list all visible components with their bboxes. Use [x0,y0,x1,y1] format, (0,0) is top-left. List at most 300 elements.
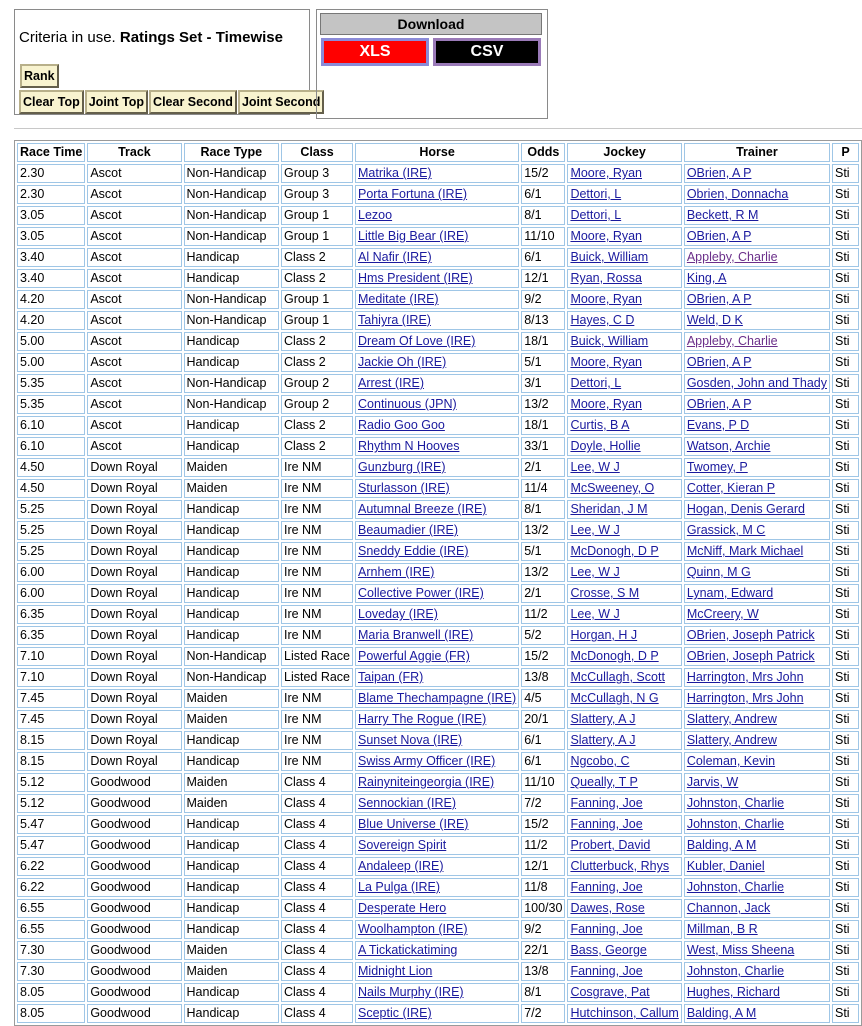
cell-p: Sti [832,626,859,645]
cell-jockey [567,164,681,183]
cell-odds: 7/2 [521,1004,565,1023]
trainer-link[interactable]: Slattery, Andrew [686,733,777,747]
trainer-link[interactable]: King, A [686,271,727,285]
cell-trainer [684,416,830,435]
cell-horse [355,164,519,183]
cell-track: Ascot [87,416,181,435]
cell-horse [355,1004,519,1023]
cell-class: Ire NM [281,584,353,603]
trainer-link[interactable]: Obrien, Donnacha [686,187,789,201]
column-header-p[interactable]: P [832,143,859,162]
table-row [17,836,859,855]
criteria-prefix: Criteria in use. [19,29,116,46]
download-title: Download [320,13,542,35]
cell-trainer [684,227,830,246]
trainer-link[interactable]: Johnston, Charlie [686,817,785,831]
jockey-link[interactable]: Dettori, L [570,187,622,201]
trainer-link[interactable]: Watson, Archie [686,439,771,453]
horse-link[interactable]: Al Nafir (IRE) [358,250,432,264]
cell-odds: 11/2 [521,836,565,855]
cell-p: Sti [832,437,859,456]
cell-p: Sti [832,647,859,666]
table-row [17,521,859,540]
column-header-race-type[interactable]: Race Type [184,143,279,162]
jockey-link[interactable]: Fanning, Joe [570,796,643,810]
trainer-link[interactable]: OBrien, A P [686,229,752,243]
jockey-link[interactable]: Slattery, A J [570,733,636,747]
jockey-link[interactable]: McDonogh, D P [570,649,659,663]
horse-link[interactable]: Maria Branwell (IRE) [358,628,474,642]
cell-track: Ascot [87,185,181,204]
cell-class: Class 4 [281,1004,353,1023]
cell-odds: 12/1 [521,857,565,876]
trainer-link[interactable]: Hughes, Richard [686,985,780,999]
cell-class: Class 4 [281,962,353,981]
column-header-horse[interactable]: Horse [355,143,519,162]
horse-link[interactable]: Radio Goo Goo [358,418,445,432]
trainer-link[interactable]: Evans, P D [686,418,750,432]
horse-link[interactable]: Lezoo [358,208,393,222]
jockey-link[interactable]: Cosgrave, Pat [570,985,650,999]
trainer-link[interactable]: OBrien, Joseph Patrick [686,649,815,663]
cell-race-type: Handicap [184,416,279,435]
cell-race-time: 4.20 [17,311,85,330]
jockey-link[interactable]: Lee, W J [570,607,620,621]
horse-link[interactable]: A Tickatickatiming [358,943,458,957]
cell-jockey [567,563,681,582]
cell-class: Group 2 [281,374,353,393]
jockey-link[interactable]: Lee, W J [570,565,620,579]
jockey-link[interactable]: Moore, Ryan [570,397,642,411]
cell-trainer [684,437,830,456]
cell-horse [355,227,519,246]
jockey-link[interactable]: Dettori, L [570,208,622,222]
jockey-link[interactable]: Ryan, Rossa [570,271,642,285]
horse-link[interactable]: Autumnal Breeze (IRE) [358,502,487,516]
jockey-link[interactable]: Dettori, L [570,376,622,390]
horse-link[interactable]: Sovereign Spirit [358,838,447,852]
cell-horse [355,311,519,330]
horse-link[interactable]: Powerful Aggie (FR) [358,649,470,663]
cell-trainer [684,1004,830,1023]
jockey-link[interactable]: Fanning, Joe [570,964,643,978]
cell-track: Ascot [87,269,181,288]
column-header-trainer[interactable]: Trainer [684,143,830,162]
trainer-link[interactable]: OBrien, A P [686,292,752,306]
horse-link[interactable]: Little Big Bear (IRE) [358,229,469,243]
cell-trainer [684,521,830,540]
cell-jockey [567,248,681,267]
cell-track: Goodwood [87,794,181,813]
cell-jockey [567,689,681,708]
trainer-link[interactable]: Appleby, Charlie [686,250,778,264]
trainer-link[interactable]: Millman, B R [686,922,758,936]
horse-link[interactable]: Nails Murphy (IRE) [358,985,464,999]
horse-link[interactable]: Beaumadier (IRE) [358,523,459,537]
cell-odds: 5/1 [521,542,565,561]
cell-jockey [567,458,681,477]
cell-race-type: Handicap [184,605,279,624]
cell-odds: 6/1 [521,752,565,771]
cell-odds: 5/1 [521,353,565,372]
horse-link[interactable]: Hms President (IRE) [358,271,473,285]
horse-link[interactable]: Rhythm N Hooves [358,439,460,453]
cell-p: Sti [832,395,859,414]
column-header-track[interactable]: Track [87,143,181,162]
column-header-odds[interactable]: Odds [521,143,565,162]
jockey-link[interactable]: Curtis, B A [570,418,630,432]
cell-race-time: 4.50 [17,479,85,498]
cell-horse [355,878,519,897]
trainer-link[interactable]: Cotter, Kieran P [686,481,776,495]
joint-top-button[interactable]: Joint Top [85,90,148,114]
cell-race-time: 5.35 [17,395,85,414]
trainer-link[interactable]: Quinn, M G [686,565,751,579]
cell-track: Goodwood [87,983,181,1002]
trainer-link[interactable]: OBrien, A P [686,355,752,369]
jockey-link[interactable]: Queally, T P [570,775,638,789]
cell-race-type: Handicap [184,248,279,267]
trainer-link[interactable]: Johnston, Charlie [686,964,785,978]
cell-jockey [567,605,681,624]
cell-track: Goodwood [87,962,181,981]
cell-race-time: 3.40 [17,248,85,267]
cell-race-type: Maiden [184,479,279,498]
cell-class: Class 4 [281,878,353,897]
cell-horse [355,731,519,750]
section-divider [14,128,862,129]
clear-second-button[interactable]: Clear Second [149,90,237,114]
table-row [17,605,859,624]
trainer-link[interactable]: West, Miss Sheena [686,943,795,957]
horse-link[interactable]: Sneddy Eddie (IRE) [358,544,469,558]
horse-link[interactable]: Continuous (JPN) [358,397,457,411]
cell-class: Class 4 [281,941,353,960]
cell-race-time: 7.10 [17,647,85,666]
cell-trainer [684,752,830,771]
jockey-link[interactable]: Buick, William [570,250,649,264]
cell-race-time: 3.05 [17,206,85,225]
trainer-link[interactable]: Lynam, Edward [686,586,774,600]
table-row [17,269,859,288]
jockey-link[interactable]: Doyle, Hollie [570,439,641,453]
jockey-link[interactable]: McCullagh, Scott [570,670,665,684]
jockey-link[interactable]: Hayes, C D [570,313,635,327]
cell-p: Sti [832,269,859,288]
trainer-link[interactable]: Kubler, Daniel [686,859,765,873]
cell-jockey [567,752,681,771]
cell-trainer [684,962,830,981]
cell-race-type: Maiden [184,773,279,792]
table-row [17,164,859,183]
cell-horse [355,857,519,876]
cell-p: Sti [832,248,859,267]
cell-horse [355,605,519,624]
table-body [17,164,859,1023]
table-row [17,962,859,981]
cell-jockey [567,836,681,855]
cell-odds: 11/4 [521,479,565,498]
horse-link[interactable]: La Pulga (IRE) [358,880,440,894]
cell-horse [355,941,519,960]
jockey-link[interactable]: Moore, Ryan [570,355,642,369]
jockey-link[interactable]: Moore, Ryan [570,292,642,306]
horse-link[interactable]: Sennockian (IRE) [358,796,456,810]
table-row [17,857,859,876]
horse-link[interactable]: Porta Fortuna (IRE) [358,187,468,201]
cell-jockey [567,920,681,939]
cell-race-type: Handicap [184,983,279,1002]
trainer-link[interactable]: Harrington, Mrs John [686,691,804,705]
cell-race-type: Handicap [184,353,279,372]
cell-race-type: Handicap [184,563,279,582]
jockey-link[interactable]: Bass, George [570,943,647,957]
cell-class: Group 1 [281,311,353,330]
trainer-link[interactable]: Appleby, Charlie [686,334,778,348]
cell-odds: 11/10 [521,227,565,246]
cell-odds: 13/2 [521,521,565,540]
trainer-link[interactable]: McCreery, W [686,607,759,621]
cell-odds: 12/1 [521,269,565,288]
cell-p: Sti [832,752,859,771]
column-header-race-time[interactable]: Race Time [17,143,85,162]
trainer-link[interactable]: Jarvis, W [686,775,739,789]
table-row [17,941,859,960]
jockey-link[interactable]: Hutchinson, Callum [570,1006,679,1020]
horse-link[interactable]: Harry The Rogue (IRE) [358,712,487,726]
horse-link[interactable]: Collective Power (IRE) [358,586,484,600]
horse-link[interactable]: Desperate Hero [358,901,447,915]
trainer-link[interactable]: Grassick, M C [686,523,766,537]
horse-link[interactable]: Midnight Lion [358,964,433,978]
cell-track: Ascot [87,290,181,309]
cell-odds: 22/1 [521,941,565,960]
horse-link[interactable]: Arrest (IRE) [358,376,424,390]
horse-link[interactable]: Sunset Nova (IRE) [358,733,463,747]
jockey-link[interactable]: Crosse, S M [570,586,640,600]
jockey-link[interactable]: Clutterbuck, Rhys [570,859,670,873]
cell-odds: 8/1 [521,500,565,519]
cell-horse [355,437,519,456]
cell-jockey [567,479,681,498]
trainer-link[interactable]: OBrien, A P [686,166,752,180]
cell-trainer [684,878,830,897]
column-header-jockey[interactable]: Jockey [567,143,681,162]
jockey-link[interactable]: McDonogh, D P [570,544,659,558]
cell-race-type: Non-Handicap [184,668,279,687]
cell-track: Down Royal [87,563,181,582]
cell-track: Goodwood [87,920,181,939]
cell-trainer [684,269,830,288]
trainer-link[interactable]: Johnston, Charlie [686,880,785,894]
cell-trainer [684,584,830,603]
trainer-link[interactable]: Gosden, John and Thady [686,376,827,390]
cell-track: Ascot [87,227,181,246]
jockey-link[interactable]: Horgan, H J [570,628,638,642]
cell-race-type: Handicap [184,731,279,750]
cell-class: Group 3 [281,164,353,183]
horse-link[interactable]: Sturlasson (IRE) [358,481,450,495]
csv-download-button[interactable]: CSV [433,38,541,66]
jockey-link[interactable]: Dawes, Rose [570,901,645,915]
cell-jockey [567,668,681,687]
horse-link[interactable]: Gunzburg (IRE) [358,460,446,474]
jockey-link[interactable]: Moore, Ryan [570,166,642,180]
cell-track: Down Royal [87,752,181,771]
cell-race-time: 5.25 [17,521,85,540]
cell-track: Down Royal [87,479,181,498]
cell-odds: 18/1 [521,416,565,435]
cell-jockey [567,353,681,372]
cell-class: Ire NM [281,458,353,477]
horse-link[interactable]: Loveday (IRE) [358,607,438,621]
horse-link[interactable]: Blue Universe (IRE) [358,817,469,831]
cell-race-type: Handicap [184,332,279,351]
cell-jockey [567,941,681,960]
cell-horse [355,626,519,645]
xls-download-button[interactable]: XLS [321,38,429,66]
jockey-link[interactable]: Probert, David [570,838,651,852]
cell-odds: 33/1 [521,437,565,456]
table-row [17,395,859,414]
horse-link[interactable]: Blame Thechampagne (IRE) [358,691,517,705]
cell-race-time: 6.00 [17,563,85,582]
horse-link[interactable]: Tahiyra (IRE) [358,313,431,327]
cell-odds: 8/1 [521,206,565,225]
cell-horse [355,206,519,225]
table-row [17,248,859,267]
cell-jockey [567,332,681,351]
cell-odds: 15/2 [521,815,565,834]
trainer-link[interactable]: Harrington, Mrs John [686,670,804,684]
cell-jockey [567,983,681,1002]
cell-odds: 13/2 [521,563,565,582]
clear-top-button[interactable]: Clear Top [19,90,84,114]
column-header-class[interactable]: Class [281,143,353,162]
jockey-link[interactable]: Sheridan, J M [570,502,648,516]
table-row [17,668,859,687]
horse-link[interactable]: Matrika (IRE) [358,166,432,180]
jockey-link[interactable]: McSweeney, O [570,481,655,495]
jockey-link[interactable]: Buick, William [570,334,649,348]
cell-track: Down Royal [87,584,181,603]
cell-trainer [684,563,830,582]
cell-trainer [684,206,830,225]
cell-p: Sti [832,941,859,960]
cell-trainer [684,794,830,813]
cell-p: Sti [832,416,859,435]
rank-button[interactable]: Rank [20,64,59,88]
horse-link[interactable]: Jackie Oh (IRE) [358,355,447,369]
cell-trainer [684,668,830,687]
jockey-link[interactable]: Fanning, Joe [570,817,643,831]
cell-track: Goodwood [87,899,181,918]
cell-odds: 6/1 [521,185,565,204]
trainer-link[interactable]: Balding, A M [686,838,757,852]
joint-second-button[interactable]: Joint Second [238,90,324,114]
cell-class: Class 4 [281,836,353,855]
jockey-link[interactable]: McCullagh, N G [570,691,659,705]
horse-link[interactable]: Dream Of Love (IRE) [358,334,476,348]
cell-class: Group 1 [281,227,353,246]
trainer-link[interactable]: Johnston, Charlie [686,796,785,810]
cell-class: Ire NM [281,500,353,519]
cell-odds: 11/10 [521,773,565,792]
horse-link[interactable]: Rainyniteingeorgia (IRE) [358,775,495,789]
trainer-link[interactable]: Balding, A M [686,1006,757,1020]
horse-link[interactable]: Swiss Army Officer (IRE) [358,754,496,768]
horse-link[interactable]: Sceptic (IRE) [358,1006,432,1020]
trainer-link[interactable]: OBrien, Joseph Patrick [686,628,815,642]
trainer-link[interactable]: McNiff, Mark Michael [686,544,804,558]
cell-p: Sti [832,185,859,204]
cell-race-time: 3.40 [17,269,85,288]
cell-jockey [567,710,681,729]
jockey-link[interactable]: Fanning, Joe [570,922,643,936]
jockey-link[interactable]: Fanning, Joe [570,880,643,894]
cell-trainer [684,815,830,834]
table-row [17,437,859,456]
cell-class: Class 4 [281,920,353,939]
horse-link[interactable]: Woolhampton (IRE) [358,922,468,936]
cell-horse [355,815,519,834]
cell-trainer [684,710,830,729]
cell-odds: 11/2 [521,605,565,624]
trainer-link[interactable]: Weld, D K [686,313,743,327]
cell-p: Sti [832,983,859,1002]
trainer-link[interactable]: Channon, Jack [686,901,771,915]
cell-odds: 15/2 [521,647,565,666]
table-row [17,983,859,1002]
cell-race-time: 6.35 [17,626,85,645]
trainer-link[interactable]: Beckett, R M [686,208,759,222]
cell-horse [355,794,519,813]
jockey-link[interactable]: Lee, W J [570,460,620,474]
cell-class: Class 4 [281,794,353,813]
horse-link[interactable]: Arnhem (IRE) [358,565,435,579]
filter-button-row [19,90,324,114]
cell-race-time: 7.45 [17,689,85,708]
cell-class: Group 3 [281,185,353,204]
cell-race-type: Handicap [184,920,279,939]
jockey-link[interactable]: Lee, W J [570,523,620,537]
cell-race-time: 6.10 [17,437,85,456]
cell-jockey [567,311,681,330]
cell-race-time: 5.00 [17,353,85,372]
cell-jockey [567,206,681,225]
cell-jockey [567,374,681,393]
cell-track: Down Royal [87,689,181,708]
horse-link[interactable]: Andaleep (IRE) [358,859,444,873]
cell-trainer [684,647,830,666]
jockey-link[interactable]: Moore, Ryan [570,229,642,243]
cell-jockey [567,731,681,750]
trainer-link[interactable]: Coleman, Kevin [686,754,776,768]
horse-link[interactable]: Meditate (IRE) [358,292,439,306]
trainer-link[interactable]: Twomey, P [686,460,748,474]
cell-horse [355,290,519,309]
horse-link[interactable]: Taipan (FR) [358,670,424,684]
trainer-link[interactable]: Slattery, Andrew [686,712,777,726]
table-row [17,899,859,918]
cell-p: Sti [832,500,859,519]
trainer-link[interactable]: OBrien, A P [686,397,752,411]
jockey-link[interactable]: Slattery, A J [570,712,636,726]
jockey-link[interactable]: Ngcobo, C [570,754,630,768]
cell-trainer [684,626,830,645]
trainer-link[interactable]: Hogan, Denis Gerard [686,502,805,516]
cell-p: Sti [832,458,859,477]
